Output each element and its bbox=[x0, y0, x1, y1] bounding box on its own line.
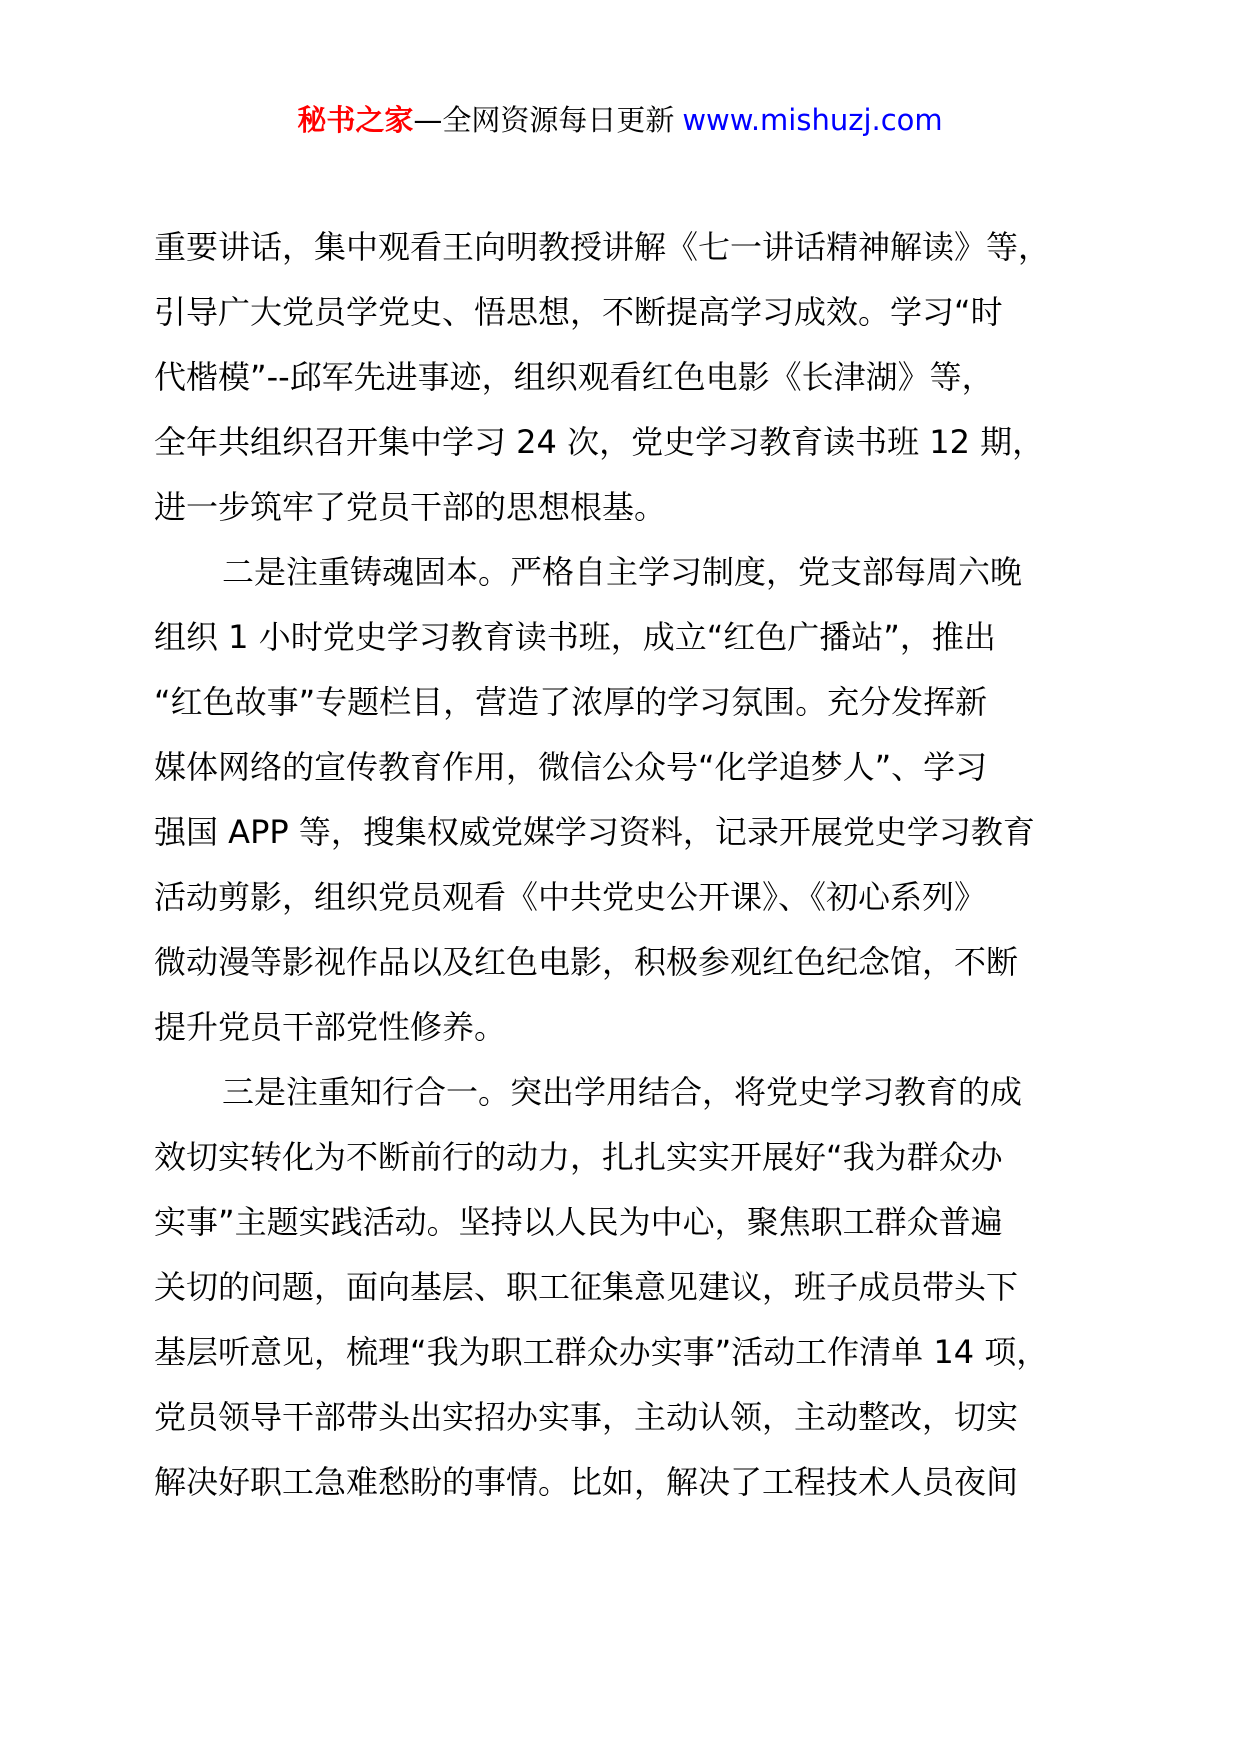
text-line: 三是注重知行合一。突出学用结合，将党史学习教育的成 bbox=[222, 1073, 1023, 1111]
text-line: 重要讲话，集中观看王向明教授讲解《七一讲话精神解读》等， bbox=[154, 228, 1051, 266]
text-line: 实事”主题实践活动。坚持以人民为中心，聚焦职工群众普遍 bbox=[154, 1203, 1003, 1241]
text-line: 效切实转化为不断前行的动力，扎扎实实开展好“我为群众办 bbox=[154, 1138, 1003, 1176]
brand-name: 秘书之家 bbox=[297, 103, 414, 137]
paragraph-3 bbox=[154, 1060, 1114, 1515]
text-line: 强国 APP 等，搜集权威党媒学习资料，记录开展党史学习教育 bbox=[154, 813, 1035, 851]
text-line: 全年共组织召开集中学习 24 次，党史学习教育读书班 12 期， bbox=[154, 423, 1045, 461]
text-line: 基层听意见，梳理“我为职工群众办实事”活动工作清单 14 项， bbox=[154, 1333, 1049, 1371]
paragraph-2 bbox=[154, 540, 1114, 1060]
text-line: 关切的问题，面向基层、职工征集意见建议，班子成员带头下 bbox=[154, 1268, 1019, 1306]
page-header bbox=[0, 100, 1240, 140]
text-line: 引导广大党员学党史、悟思想，不断提高学习成效。学习“时 bbox=[154, 293, 1003, 331]
text-line: 进一步筑牢了党员干部的思想根基。 bbox=[154, 488, 667, 526]
text-line: 活动剪影，组织党员观看《中共党史公开课》、《初心系列》 bbox=[154, 878, 987, 916]
text-line: “红色故事”专题栏目，营造了浓厚的学习氛围。充分发挥新 bbox=[154, 683, 988, 721]
text-line: 提升党员干部党性修养。 bbox=[154, 1008, 507, 1046]
text-line: 代楷模”--邱军先进事迹，组织观看红色电影《长津湖》等， bbox=[154, 358, 994, 396]
document-body bbox=[154, 215, 1114, 1515]
text-line: 组织 1 小时党史学习教育读书班，成立“红色广播站”，推出 bbox=[154, 618, 996, 656]
paragraph-1 bbox=[154, 215, 1114, 540]
text-line: 媒体网络的宣传教育作用，微信公众号“化学追梦人”、学习 bbox=[154, 748, 988, 786]
site-url-link[interactable]: www.mishuzj.com bbox=[682, 103, 943, 137]
text-line: 党员领导干部带头出实招办实事，主动认领，主动整改，切实 bbox=[154, 1398, 1019, 1436]
header-tagline: —全网资源每日更新 bbox=[413, 103, 675, 137]
text-line: 二是注重铸魂固本。严格自主学习制度，党支部每周六晚 bbox=[222, 553, 1023, 591]
text-line: 微动漫等影视作品以及红色电影，积极参观红色纪念馆，不断 bbox=[154, 943, 1019, 981]
text-line: 解决好职工急难愁盼的事情。比如，解决了工程技术人员夜间 bbox=[154, 1463, 1019, 1501]
